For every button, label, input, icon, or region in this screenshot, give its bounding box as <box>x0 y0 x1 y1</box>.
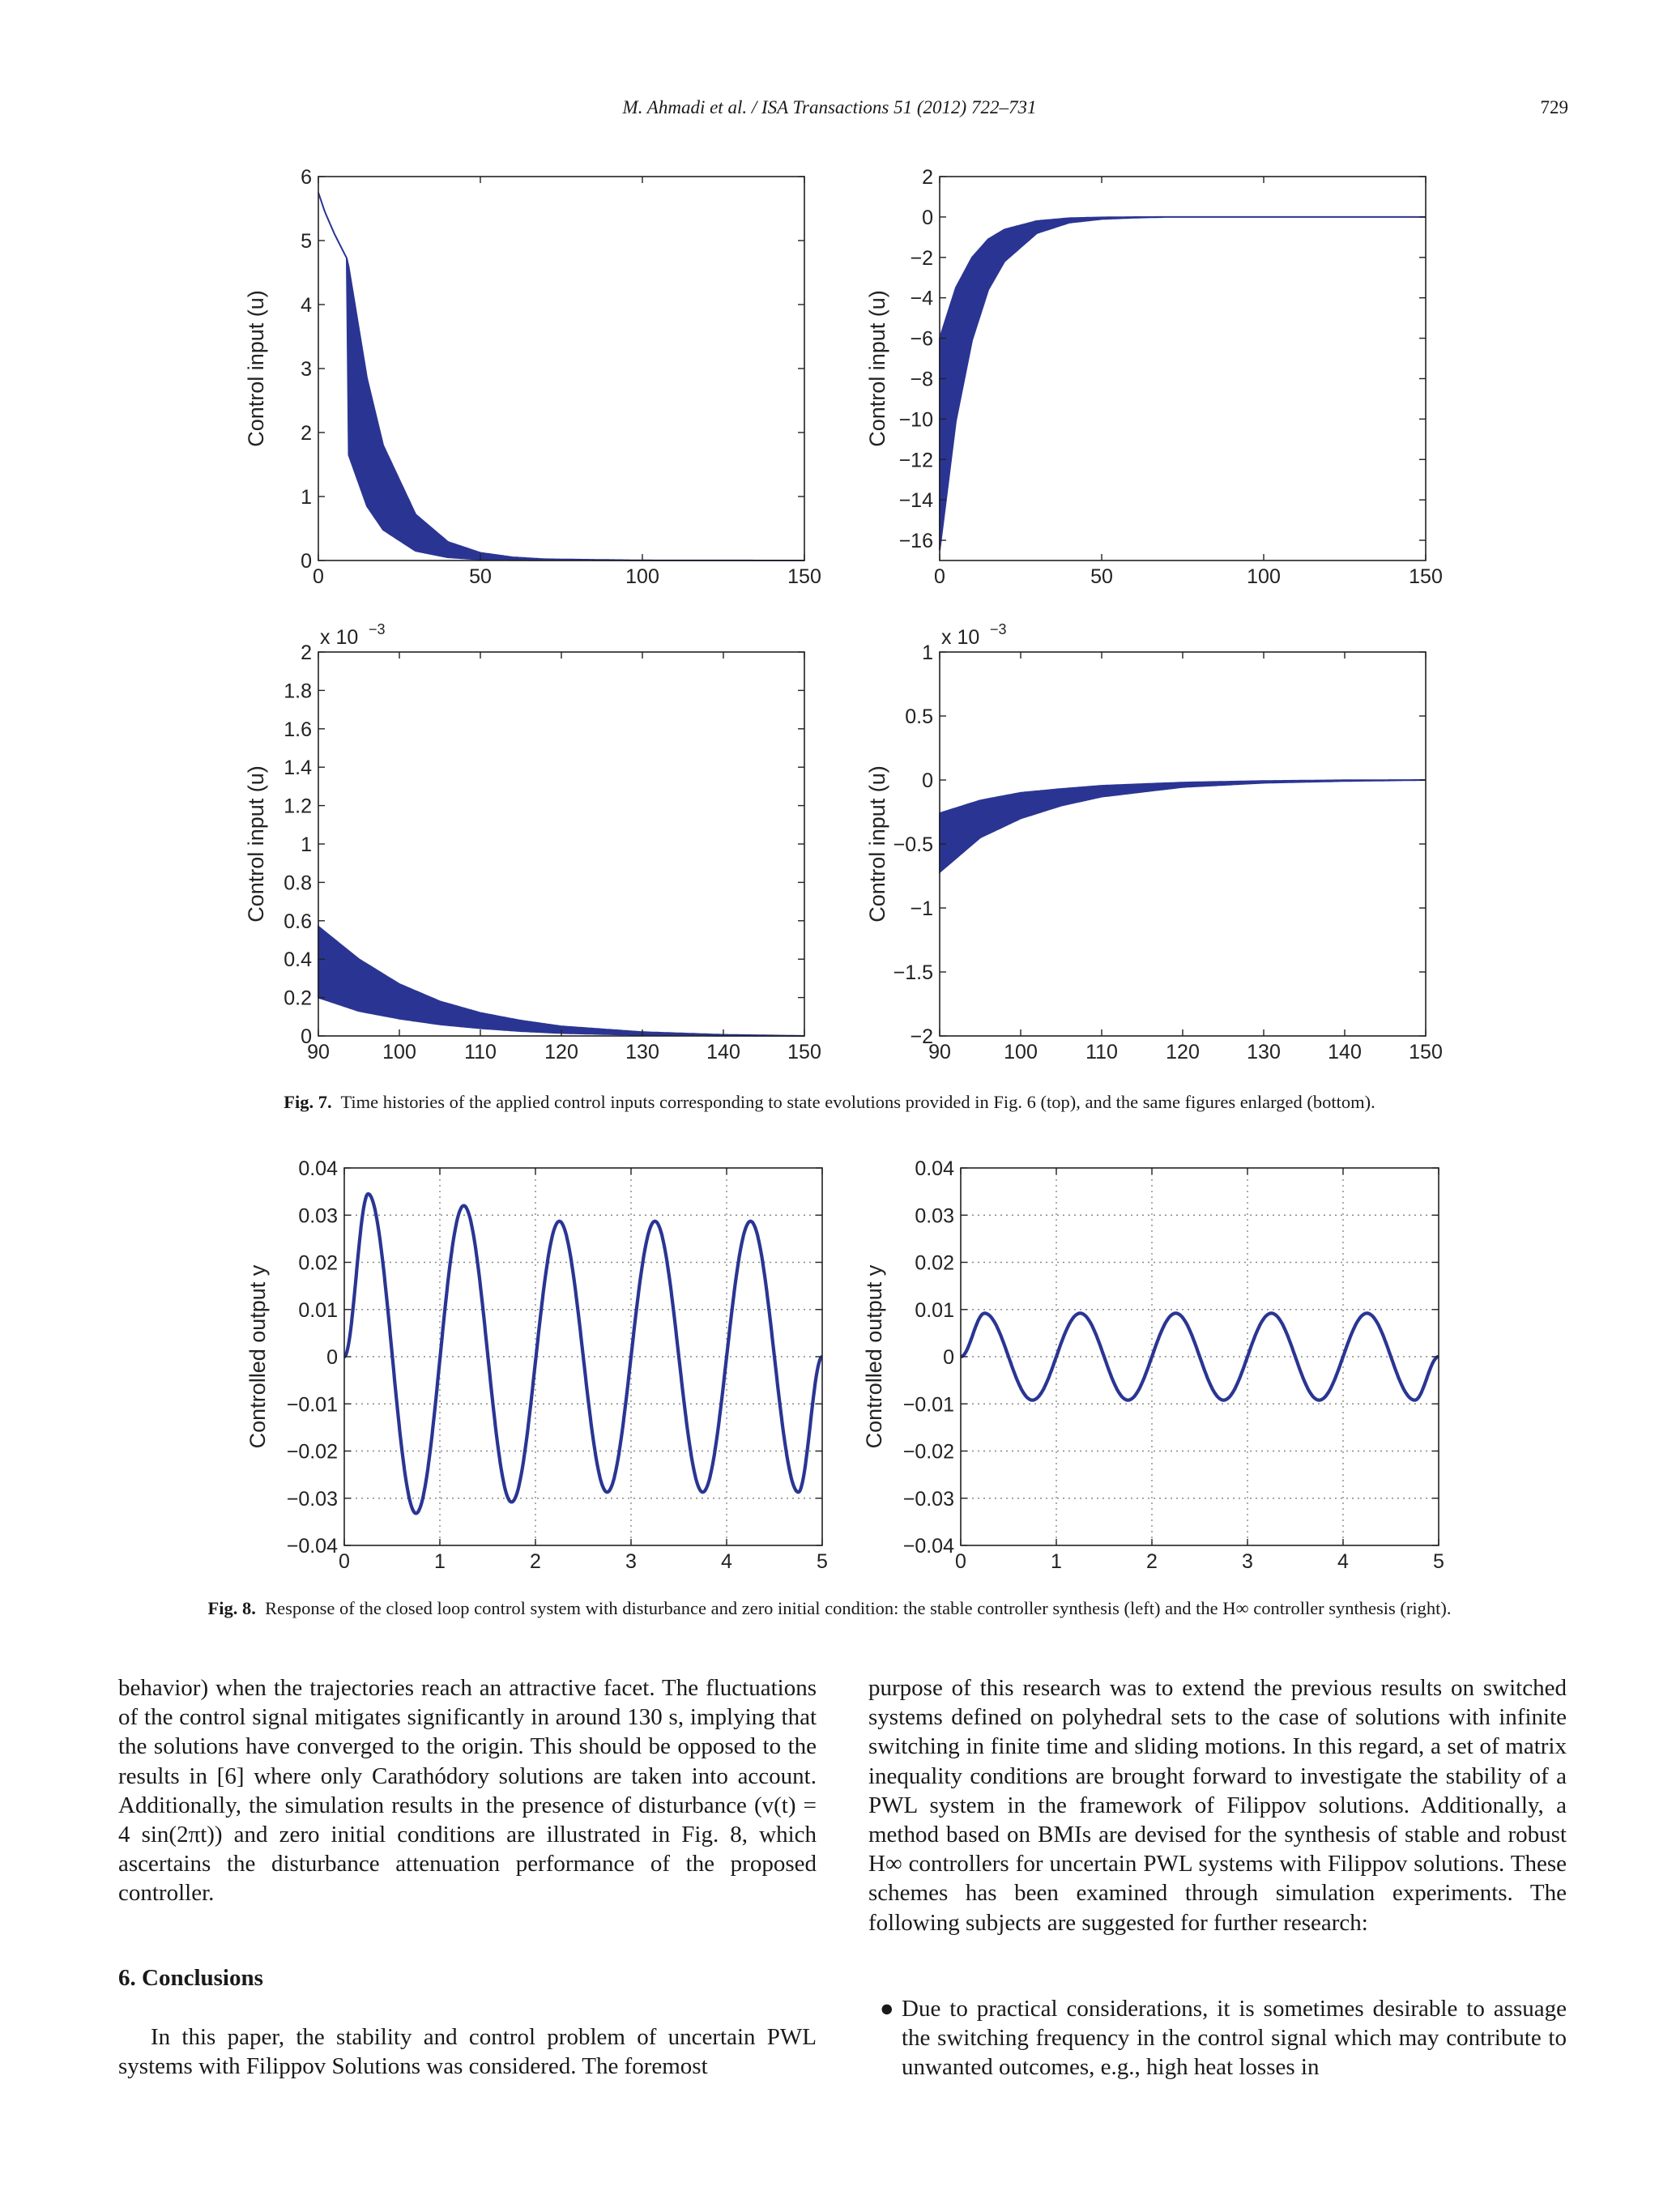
y-tick-label: −2 <box>910 246 933 270</box>
fig8-left-plot <box>245 1157 828 1573</box>
fig7-caption <box>81 1090 1578 1115</box>
y-tick-label: 0.8 <box>284 872 312 895</box>
y-tick-label: −8 <box>910 368 933 391</box>
page-number: 729 <box>1540 97 1568 117</box>
y-tick-label: 4 <box>301 294 312 317</box>
y-axis-label: Controlled output y <box>862 1264 886 1449</box>
conclusions-paragraph: In this paper, the stability and control problem of uncertain PWL systems with Filippov Solutions was considered. The foremost <box>118 2024 817 2080</box>
y-tick-label: 0 <box>922 206 933 229</box>
page-header <box>0 97 1659 130</box>
x-tick-label: 2 <box>530 1550 541 1573</box>
x-tick-label: 140 <box>706 1041 740 1063</box>
x-tick-label: 0 <box>955 1550 966 1573</box>
journal-reference: M. Ahmadi et al. / ISA Transactions 51 (2012) 722–731 <box>622 97 1037 117</box>
y-tick-label: −0.02 <box>286 1440 338 1464</box>
y-tick-label: 0 <box>301 550 312 573</box>
y-tick-label: 0.2 <box>284 987 312 1010</box>
y-tick-label: 0 <box>301 1025 312 1048</box>
y-tick-label: 1 <box>301 486 312 509</box>
y-tick-label: 1.2 <box>284 795 312 818</box>
y-tick-label: −0.01 <box>286 1393 338 1417</box>
x-tick-label: 110 <box>1085 1041 1118 1063</box>
fig7-caption-label: Fig. 7. <box>284 1092 332 1112</box>
exponent-label: x 10 <box>320 626 359 649</box>
y-tick-label: 1 <box>922 641 933 664</box>
y-tick-label: −10 <box>898 408 933 432</box>
x-tick-label: 120 <box>1166 1041 1200 1063</box>
y-tick-label: 0 <box>326 1346 338 1369</box>
x-tick-label: 130 <box>625 1041 659 1063</box>
x-tick-label: 1 <box>434 1550 446 1573</box>
y-tick-label: 2 <box>922 166 933 189</box>
y-tick-label: −4 <box>910 287 933 310</box>
response-envelope <box>318 193 804 560</box>
y-tick-label: −0.03 <box>286 1487 338 1511</box>
y-tick-label: 5 <box>301 230 312 253</box>
y-tick-label: −12 <box>898 449 933 472</box>
x-tick-label: 3 <box>625 1550 637 1573</box>
body-paragraph-right: purpose of this research was to extend the previous results on switched systems defined on polyhedral sets to the case of solutions with infinite switching in finite time and sliding motions. In this regard, a set of matrix inequality conditions are brought forward to investigate the stability of a PWL system in the framework of Filippov solutions. Additionally, a method based on BMIs are devised for the synthesis of stable and robust H∞ controllers for uncertain PWL systems with Filippov solutions. These schemes has been examined through simulation experiments. The following subjects are suggested for further research: <box>868 1675 1567 1936</box>
fig7-top-right-plot <box>865 166 1443 588</box>
y-tick-label: 6 <box>301 166 312 189</box>
y-tick-label: −0.01 <box>902 1393 954 1417</box>
y-tick-label: 1.4 <box>284 757 312 780</box>
y-axis-label: Control input (u) <box>244 765 268 923</box>
x-tick-label: 90 <box>307 1041 330 1063</box>
x-tick-label: 130 <box>1247 1041 1281 1063</box>
y-tick-label: 0.5 <box>905 705 933 728</box>
y-tick-label: −1 <box>910 897 933 920</box>
x-tick-label: 100 <box>625 565 659 588</box>
y-tick-label: 0.6 <box>284 910 312 933</box>
y-tick-label: 2 <box>301 641 312 664</box>
y-tick-label: −14 <box>898 489 933 513</box>
fig8-right-plot <box>862 1157 1444 1573</box>
y-tick-label: −0.03 <box>902 1487 954 1511</box>
response-envelope <box>940 780 1426 872</box>
y-tick-label: 0.03 <box>298 1204 338 1228</box>
y-tick-label: −2 <box>910 1025 933 1048</box>
section-heading-conclusions: 6. Conclusions <box>118 1965 263 1991</box>
fig7-bottom-right-plot <box>865 621 1443 1063</box>
x-tick-label: 0 <box>339 1550 350 1573</box>
exponent-power: −3 <box>990 621 1007 637</box>
y-tick-label: 2 <box>301 422 312 445</box>
y-tick-label: 1 <box>301 833 312 856</box>
y-tick-label: 0.01 <box>298 1298 338 1322</box>
x-tick-label: 4 <box>1337 1550 1349 1573</box>
response-envelope <box>318 927 804 1036</box>
x-tick-label: 120 <box>544 1041 578 1063</box>
y-tick-label: 0.03 <box>915 1204 954 1228</box>
x-tick-label: 150 <box>787 1041 821 1063</box>
y-tick-label: −6 <box>910 327 933 351</box>
y-tick-label: −0.04 <box>286 1535 338 1558</box>
y-axis-label: Controlled output y <box>245 1264 270 1449</box>
y-tick-label: 1.8 <box>284 680 312 703</box>
bullet-dot-icon: ● <box>880 1996 894 2022</box>
figure-7 <box>0 154 1659 1077</box>
x-tick-label: 90 <box>928 1041 951 1063</box>
x-tick-label: 2 <box>1146 1550 1158 1573</box>
fig8-caption-text: Response of the closed loop control system with disturbance and zero initial condition: the stable controller synthesis (left) and the H∞ controller synthesis (right). <box>265 1598 1452 1618</box>
y-tick-label: 3 <box>301 358 312 381</box>
y-tick-label: 0 <box>943 1346 954 1369</box>
exponent-power: −3 <box>369 621 386 637</box>
response-envelope <box>940 217 1426 551</box>
x-tick-label: 110 <box>464 1041 497 1063</box>
y-tick-label: −0.02 <box>902 1440 954 1464</box>
x-tick-label: 150 <box>1409 565 1443 588</box>
exponent-label: x 10 <box>941 626 980 649</box>
x-tick-label: 150 <box>787 565 821 588</box>
x-tick-label: 140 <box>1328 1041 1362 1063</box>
x-tick-label: 0 <box>934 565 945 588</box>
y-tick-label: 0.02 <box>298 1251 338 1275</box>
x-tick-label: 4 <box>721 1550 732 1573</box>
y-tick-label: −0.5 <box>893 833 933 856</box>
x-tick-label: 100 <box>1247 565 1281 588</box>
x-tick-label: 0 <box>313 565 324 588</box>
bullet-item <box>868 1994 1567 2082</box>
figure-8 <box>0 1142 1659 1579</box>
fig8-caption <box>81 1596 1578 1621</box>
fig8-caption-label: Fig. 8. <box>207 1598 256 1618</box>
fig7-top-left-plot <box>244 166 821 588</box>
y-tick-label: 0.01 <box>915 1298 954 1322</box>
y-axis-label: Control input (u) <box>865 765 889 923</box>
fig7-bottom-left-plot <box>244 621 821 1063</box>
body-paragraph-left: behavior) when the trajectories reach an attractive facet. The fluctuations of the control signal mitigates significantly in around 130 s, implying that the solutions have converged to the origin. This should be opposed to the results in [6] where only Carathódory solutions are taken into account. Additionally, the simulation results in the presence of disturbance (v(t) = 4 sin(2πt)) and zero initial conditions are illustrated in Fig. 8, which ascertains the disturbance attenuation performance of the proposed controller. <box>118 1675 817 1907</box>
x-tick-label: 1 <box>1051 1550 1062 1573</box>
y-tick-label: 0 <box>922 769 933 792</box>
x-tick-label: 150 <box>1409 1041 1443 1063</box>
y-tick-label: −0.04 <box>902 1535 954 1558</box>
fig7-caption-text: Time histories of the applied control inputs corresponding to state evolutions provided in Fig. 6 (top), and the same figures enlarged (bottom). <box>340 1092 1375 1112</box>
y-tick-label: 0.4 <box>284 948 312 972</box>
output-line <box>961 1313 1439 1400</box>
y-tick-label: 0.04 <box>298 1157 338 1180</box>
output-line <box>344 1194 822 1513</box>
x-tick-label: 100 <box>382 1041 416 1063</box>
y-tick-label: 0.02 <box>915 1251 954 1275</box>
x-tick-label: 3 <box>1242 1550 1253 1573</box>
y-tick-label: 1.6 <box>284 718 312 741</box>
x-tick-label: 5 <box>1433 1550 1444 1573</box>
x-tick-label: 50 <box>1090 565 1113 588</box>
left-column-paragraph <box>118 1673 817 1908</box>
y-axis-label: Control input (u) <box>865 290 889 447</box>
x-tick-label: 100 <box>1004 1041 1038 1063</box>
plot-frame <box>940 652 1426 1036</box>
y-tick-label: −1.5 <box>893 961 933 984</box>
right-column-paragraph <box>868 1673 1567 1937</box>
y-tick-label: 0.04 <box>915 1157 954 1180</box>
y-tick-label: −16 <box>898 530 933 553</box>
y-axis-label: Control input (u) <box>244 290 268 447</box>
x-tick-label: 50 <box>469 565 492 588</box>
bullet-text: Due to practical considerations, it is sometimes desirable to assuage the switching frequency in the control signal which may contribute to unwanted outcomes, e.g., high heat losses in <box>902 1996 1567 2081</box>
x-tick-label: 5 <box>817 1550 828 1573</box>
